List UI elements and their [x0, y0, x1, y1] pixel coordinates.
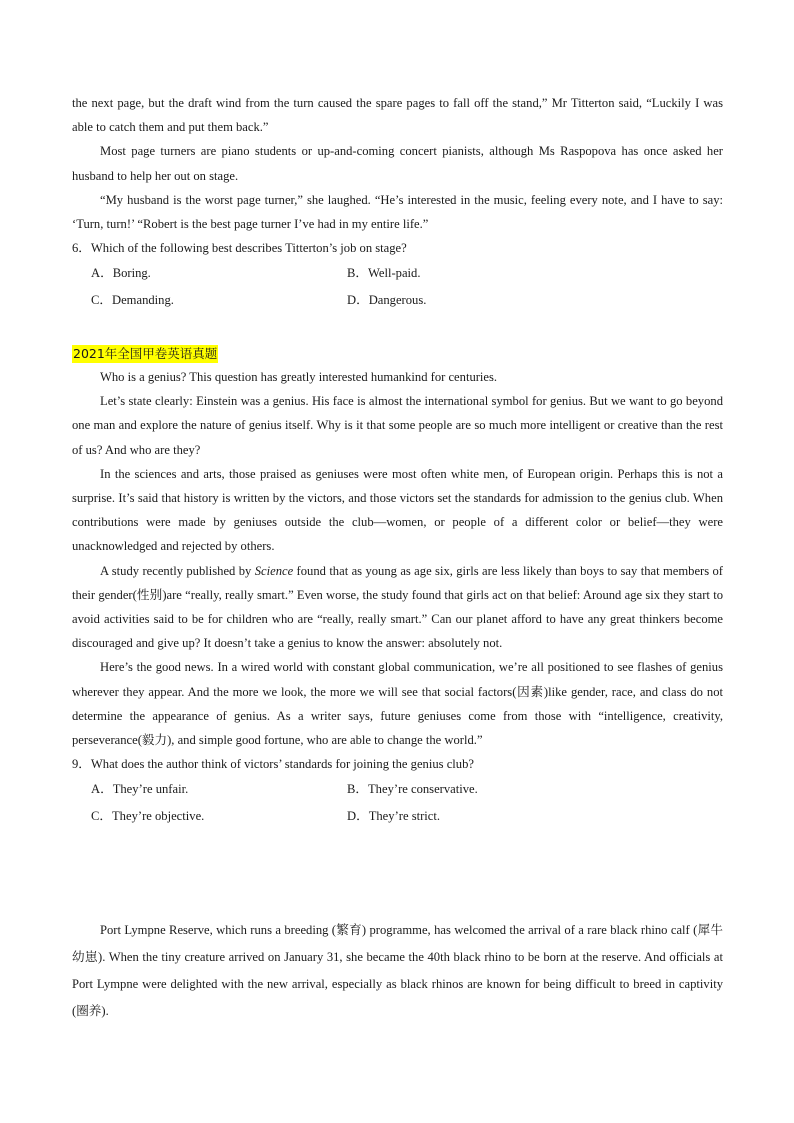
passage-2	[72, 343, 723, 830]
passage-2-paragraph: Who is a genius? This question has greatly interested humankind for centuries.	[100, 370, 498, 384]
passage-2-paragraph: In the sciences and arts, those praised as geniuses were most often white men, of European origin. Perhaps this is not a surprise. It’s said that history is written by the victors, and those victors set the standards for admission to the genius club. When contributions were made by geniuses outside the club—women, or people of a different color or belief—they were unacknowledged and rejected by others.	[72, 466, 723, 554]
option-c: C．They’re objective.	[91, 809, 205, 824]
section-title-highlight: 2021年全国甲卷英语真题	[73, 346, 218, 361]
question-6-options	[72, 260, 723, 314]
option-b: B．They’re conservative.	[347, 782, 478, 797]
passage-3	[72, 917, 723, 1025]
passage-3-paragraph: Port Lympne Reserve, which runs a breeding (繁育) programme, has welcomed the arrival of a rare black rhino calf (犀牛幼崽). When the tiny creature arrived on January 31, she became the 40th black rhino to be born at the reserve. And officials at Port Lympne were delighted with the new arrival, especially as black rhinos are known for being difficult to breed in captivity (圈养).	[72, 923, 723, 1018]
journal-name: Science	[254, 563, 294, 578]
option-c: C．Demanding.	[91, 293, 174, 308]
para4-before: A study recently published by	[100, 563, 255, 578]
option-a: A．Boring.	[91, 266, 151, 281]
passage-2-paragraph: Let’s state clearly: Einstein was a genius. His face is almost the international symbol for genius. But we want to go beyond one man and explore the nature of genius itself. Why is it that some people are so much more intelligent or creative than the rest of us? And who are they?	[72, 394, 723, 457]
question-9-options	[72, 776, 723, 830]
option-a: A．They’re unfair.	[91, 782, 189, 797]
passage-2-paragraph	[72, 559, 723, 656]
para4-after: found that as young as age six, girls are less likely than boys to say that members of their gender(性别)are “really, really smart.” Even worse, the study found that girls act on that belief: Around age six they start to avoid activities said to be for children who are “really, really smart.” Can our planet afford to have any great thinkers become discouraged and give up? It doesn’t take a genius to know the answer: absolutely not.	[72, 563, 723, 651]
passage-1-paragraph: the next page, but the draft wind from the turn caused the spare pages to fall off the stand,” Mr Titterton said, “Luckily I was able to catch them and put them back.”	[72, 96, 723, 135]
option-d: D．Dangerous.	[347, 293, 427, 308]
passage-1	[72, 91, 723, 314]
passage-1-paragraph: “My husband is the worst page turner,” she laughed. “He’s interested in the music, feeling every note, and I have to say: ‘Turn, turn!’ “Robert is the best page turner I’ve had in my entire life.”	[72, 192, 723, 232]
option-d: D．They’re strict.	[347, 809, 441, 824]
passage-1-paragraph: Most page turners are piano students or up-and-coming concert pianists, although Ms Raspopova has once asked her husband to help her out on stage.	[72, 144, 723, 183]
question-6: 6．Which of the following best describes Titterton’s job on stage?	[72, 241, 407, 256]
passage-2-paragraph: Here’s the good news. In a wired world with constant global communication, we’re all positioned to see flashes of genius wherever they appear. And the more we look, the more we will see that social factors(因素)like gender, race, and class do not determine the appearance of genius. As a writer says, future geniuses come from those with “intelligence, creativity, perseverance(毅力), and simple good fortune, who are able to change the world.”	[72, 660, 723, 748]
option-b: B．Well-paid.	[347, 266, 421, 281]
question-9: 9．What does the author think of victors’ standards for joining the genius club?	[72, 757, 474, 772]
